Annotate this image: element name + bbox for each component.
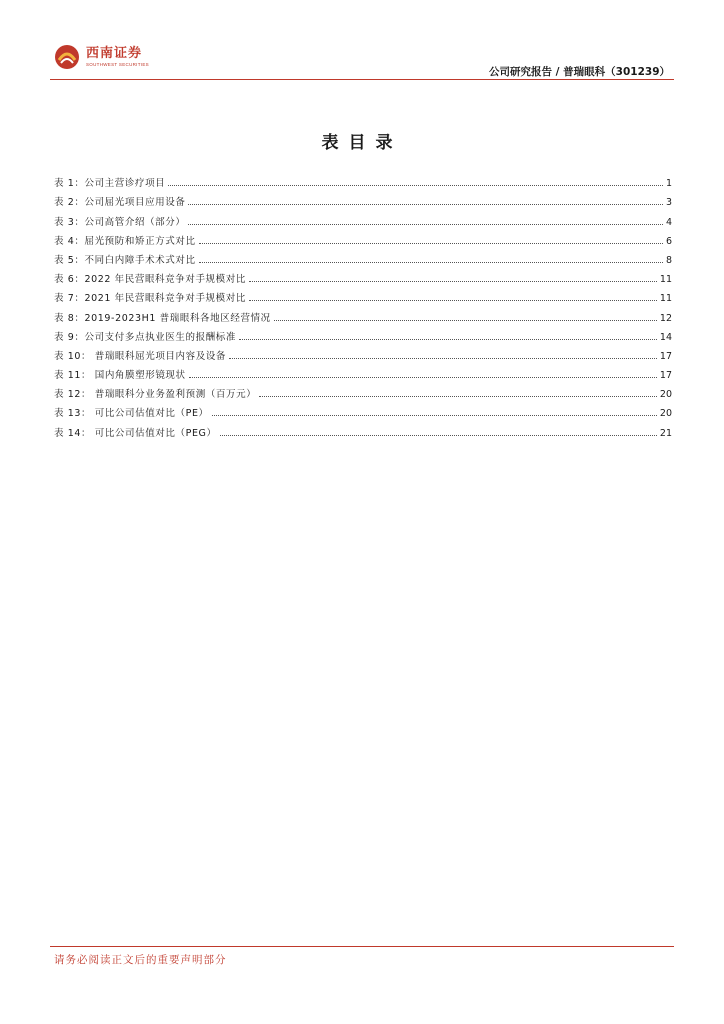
toc-entry-page: 12 <box>659 312 672 324</box>
toc-entry[interactable] <box>54 208 672 227</box>
toc-entry[interactable] <box>54 419 672 438</box>
table-of-contents <box>54 170 672 439</box>
toc-entry-label: 表 10： 普瑞眼科屈光项目内容及设备 <box>54 350 227 362</box>
toc-dot-leader <box>168 185 663 186</box>
toc-entry-label: 表 9：公司支付多点执业医生的报酬标准 <box>54 331 236 343</box>
toc-entry-page: 11 <box>659 274 672 286</box>
toc-entry-page: 20 <box>659 389 672 401</box>
toc-entry-label: 表 14： 可比公司估值对比（PEG） <box>54 427 217 439</box>
toc-entry[interactable] <box>54 343 672 362</box>
header-divider <box>50 79 674 80</box>
toc-entry-page: 1 <box>665 178 672 190</box>
logo-chinese-name: 西南证券 <box>86 45 143 61</box>
toc-dot-leader <box>212 415 657 416</box>
toc-entry-label: 表 4：屈光预防和矫正方式对比 <box>54 235 196 247</box>
toc-dot-leader <box>249 281 657 282</box>
toc-entry-page: 20 <box>659 408 672 420</box>
toc-entry[interactable] <box>54 247 672 266</box>
toc-entry-label: 表 2：公司屈光项目应用设备 <box>54 197 186 209</box>
toc-entry-page: 21 <box>659 427 672 439</box>
toc-entry-label: 表 11： 国内角膜塑形镜现状 <box>54 370 186 382</box>
toc-dot-leader <box>274 320 657 321</box>
toc-dot-leader <box>188 204 662 205</box>
page-title: 表目录 <box>321 133 403 153</box>
toc-entry-label: 表 6：2022 年民营眼科竞争对手规模对比 <box>54 274 246 286</box>
report-tag: 公司研究报告 / 普瑞眼科（301239） <box>489 66 670 78</box>
toc-dot-leader <box>239 339 657 340</box>
toc-dot-leader <box>188 224 662 225</box>
toc-dot-leader <box>199 243 663 244</box>
toc-entry-label: 表 5：不同白内障手术术式对比 <box>54 254 196 266</box>
toc-entry[interactable] <box>54 189 672 208</box>
toc-entry-page: 14 <box>659 331 672 343</box>
footer-divider <box>50 946 674 947</box>
company-logo-icon <box>54 44 80 70</box>
toc-entry-label: 表 8：2019-2023H1 普瑞眼科各地区经营情况 <box>54 312 271 324</box>
toc-entry-page: 6 <box>665 235 672 247</box>
toc-dot-leader <box>249 300 657 301</box>
toc-entry[interactable] <box>54 304 672 323</box>
toc-entry-page: 8 <box>665 254 672 266</box>
toc-entry-label: 表 13： 可比公司估值对比（PE） <box>54 408 209 420</box>
toc-entry-label: 表 12： 普瑞眼科分业务盈利预测（百万元） <box>54 389 257 401</box>
toc-entry[interactable] <box>54 362 672 381</box>
toc-entry[interactable] <box>54 400 672 419</box>
toc-entry[interactable] <box>54 228 672 247</box>
toc-entry-label: 表 7：2021 年民营眼科竞争对手规模对比 <box>54 293 246 305</box>
toc-dot-leader <box>199 262 663 263</box>
brand-logo <box>54 44 149 70</box>
toc-dot-leader <box>229 358 657 359</box>
toc-entry-label: 表 3：公司高管介绍（部分） <box>54 216 186 228</box>
toc-entry[interactable] <box>54 170 672 189</box>
toc-dot-leader <box>259 396 657 397</box>
toc-entry[interactable] <box>54 381 672 400</box>
footer-notice: 请务必阅读正文后的重要声明部分 <box>54 954 227 966</box>
toc-entry-page: 11 <box>659 293 672 305</box>
toc-entry[interactable] <box>54 324 672 343</box>
toc-entry-page: 17 <box>659 350 672 362</box>
toc-dot-leader <box>220 435 657 436</box>
toc-entry-page: 3 <box>665 197 672 209</box>
toc-entry-label: 表 1：公司主营诊疗项目 <box>54 178 166 190</box>
toc-entry-page: 17 <box>659 370 672 382</box>
toc-entry[interactable] <box>54 285 672 304</box>
logo-english-name: SOUTHWEST SECURITIES <box>86 61 149 67</box>
toc-dot-leader <box>189 377 657 378</box>
toc-entry[interactable] <box>54 266 672 285</box>
toc-entry-page: 4 <box>665 216 672 228</box>
